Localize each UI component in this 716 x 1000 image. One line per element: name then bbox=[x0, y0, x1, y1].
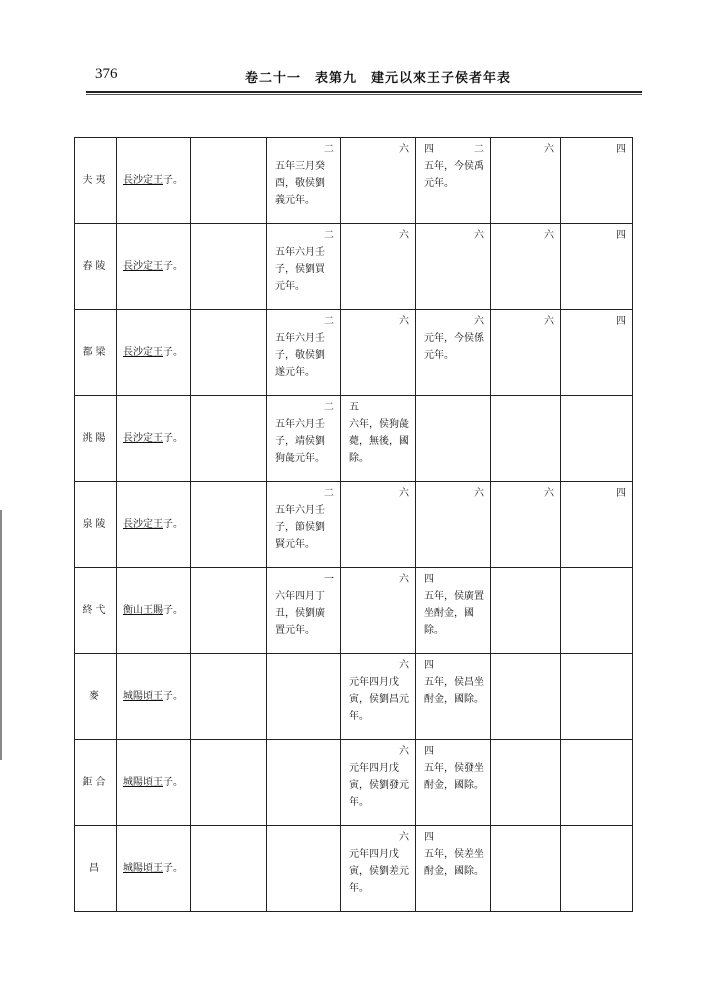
entry-cell bbox=[267, 568, 341, 654]
empty-cell bbox=[561, 568, 633, 654]
king-name: 長沙定王 bbox=[123, 261, 163, 272]
empty-cell bbox=[267, 654, 341, 740]
year-count: 六 bbox=[474, 316, 484, 327]
empty-cell bbox=[191, 224, 267, 310]
origin-cell bbox=[117, 224, 191, 310]
entry-cell bbox=[341, 740, 416, 826]
entry-cell bbox=[561, 224, 633, 310]
marquis-year-table bbox=[74, 137, 633, 912]
empty-cell bbox=[491, 568, 561, 654]
king-name: 城陽頃王 bbox=[123, 777, 163, 788]
year-count: 六 bbox=[399, 316, 409, 327]
entry-cell bbox=[416, 138, 491, 224]
year-count: 六 bbox=[474, 230, 484, 241]
origin-suffix: 子。 bbox=[163, 777, 183, 788]
year-count-pair bbox=[416, 143, 490, 157]
origin-cell bbox=[117, 138, 191, 224]
fief-name: 泉陵 bbox=[75, 482, 117, 568]
entry-cell bbox=[416, 482, 491, 568]
entry-cell bbox=[341, 310, 416, 396]
year-count: 五 bbox=[349, 402, 359, 413]
entry-cell bbox=[416, 826, 491, 912]
entry-cell bbox=[267, 310, 341, 396]
entry-cell bbox=[491, 224, 561, 310]
fief-name: 鉅合 bbox=[75, 740, 117, 826]
entry-cell bbox=[416, 654, 491, 740]
entry-cell bbox=[341, 568, 416, 654]
entry-cell bbox=[267, 482, 341, 568]
empty-cell bbox=[191, 568, 267, 654]
table-row bbox=[75, 740, 633, 826]
king-name: 長沙定王 bbox=[123, 519, 163, 530]
entry-text: 五年六月壬子，節侯劉賢元年。 bbox=[275, 505, 325, 550]
year-count: 二 bbox=[324, 144, 334, 155]
entry-cell bbox=[491, 482, 561, 568]
page-header bbox=[95, 66, 640, 90]
table-row bbox=[75, 396, 633, 482]
fief-name: 麥 bbox=[75, 654, 117, 740]
year-count: 四 bbox=[424, 574, 434, 585]
entry-text: 元年四月戊寅，侯劉昌元年。 bbox=[349, 677, 409, 722]
entry-text: 五年，侯差坐酎金，國除。 bbox=[424, 849, 484, 877]
fief-name: 夫夷 bbox=[75, 138, 117, 224]
origin-suffix: 子。 bbox=[163, 605, 183, 616]
empty-cell bbox=[561, 826, 633, 912]
year-count: 六 bbox=[399, 660, 409, 671]
year-count: 六 bbox=[399, 832, 409, 843]
entry-text: 五年六月壬子，敬侯劉遂元年。 bbox=[275, 333, 325, 378]
entry-text: 五年六月壬子，侯劉買元年。 bbox=[275, 247, 325, 292]
entry-cell bbox=[267, 396, 341, 482]
empty-cell bbox=[191, 826, 267, 912]
year-count: 二 bbox=[324, 402, 334, 413]
year-count: 四 bbox=[616, 488, 626, 499]
origin-suffix: 子。 bbox=[163, 347, 183, 358]
page-number: 376 bbox=[95, 66, 118, 82]
entry-cell bbox=[416, 740, 491, 826]
empty-cell bbox=[191, 310, 267, 396]
king-name: 長沙定王 bbox=[123, 175, 163, 186]
entry-cell bbox=[561, 138, 633, 224]
year-count: 四 bbox=[424, 832, 434, 843]
year-count: 六 bbox=[399, 144, 409, 155]
entry-text: 元年四月戊寅，侯劉發元年。 bbox=[349, 763, 409, 808]
entry-cell bbox=[267, 224, 341, 310]
entry-text: 五年，侯昌坐酎金，國除。 bbox=[424, 677, 484, 705]
table-row bbox=[75, 482, 633, 568]
empty-cell bbox=[416, 396, 491, 482]
fief-name: 都梁 bbox=[75, 310, 117, 396]
empty-cell bbox=[561, 740, 633, 826]
empty-cell bbox=[491, 654, 561, 740]
year-count: 六 bbox=[399, 488, 409, 499]
table-row bbox=[75, 310, 633, 396]
origin-cell bbox=[117, 396, 191, 482]
origin-suffix: 子。 bbox=[163, 863, 183, 874]
entry-text: 五年，侯發坐酎金，國除。 bbox=[424, 763, 484, 791]
origin-cell bbox=[117, 740, 191, 826]
prince-name: 賜 bbox=[153, 605, 163, 616]
entry-cell bbox=[341, 396, 416, 482]
entry-text: 五年，今侯禹元年。 bbox=[424, 161, 484, 189]
table-row bbox=[75, 826, 633, 912]
scan-edge-mark bbox=[0, 510, 2, 760]
entry-text: 五年，侯廣置坐酎金，國除。 bbox=[424, 591, 484, 636]
entry-cell bbox=[341, 482, 416, 568]
empty-cell bbox=[191, 740, 267, 826]
entry-text: 元年四月戊寅，侯劉差元年。 bbox=[349, 849, 409, 894]
entry-text: 六年四月丁丑，侯劉廣置元年。 bbox=[275, 591, 325, 636]
king-name: 城陽頃王 bbox=[123, 863, 163, 874]
origin-cell bbox=[117, 482, 191, 568]
entry-cell bbox=[561, 482, 633, 568]
header-rule-thin bbox=[86, 94, 642, 95]
empty-cell bbox=[491, 740, 561, 826]
entry-cell bbox=[561, 310, 633, 396]
empty-cell bbox=[491, 826, 561, 912]
entry-cell bbox=[341, 826, 416, 912]
king-name: 長沙定王 bbox=[123, 347, 163, 358]
entry-text: 六年，侯狗彘薨，無後，國除。 bbox=[349, 419, 409, 464]
king-name: 長沙定王 bbox=[123, 433, 163, 444]
entry-cell bbox=[267, 138, 341, 224]
origin-suffix: 子。 bbox=[163, 433, 183, 444]
year-count: 六 bbox=[399, 746, 409, 757]
year-count-right: 二 bbox=[474, 144, 484, 155]
year-count: 六 bbox=[474, 488, 484, 499]
year-count: 四 bbox=[424, 660, 434, 671]
year-count-left: 四 bbox=[424, 144, 434, 155]
empty-cell bbox=[561, 654, 633, 740]
empty-cell bbox=[191, 654, 267, 740]
year-count: 四 bbox=[616, 230, 626, 241]
fief-name: 昌 bbox=[75, 826, 117, 912]
year-count: 二 bbox=[324, 488, 334, 499]
table-row bbox=[75, 568, 633, 654]
empty-cell bbox=[191, 396, 267, 482]
year-count: 六 bbox=[544, 230, 554, 241]
empty-cell bbox=[561, 396, 633, 482]
year-count: 六 bbox=[544, 488, 554, 499]
year-count: 四 bbox=[616, 144, 626, 155]
origin-cell bbox=[117, 654, 191, 740]
year-count: 二 bbox=[324, 316, 334, 327]
origin-cell bbox=[117, 310, 191, 396]
entry-cell bbox=[341, 138, 416, 224]
origin-cell bbox=[117, 826, 191, 912]
origin-suffix: 子。 bbox=[163, 691, 183, 702]
entry-cell bbox=[416, 224, 491, 310]
header-rule bbox=[86, 91, 642, 93]
origin-suffix: 子。 bbox=[163, 261, 183, 272]
empty-cell bbox=[491, 396, 561, 482]
year-count: 六 bbox=[544, 144, 554, 155]
year-count: 六 bbox=[544, 316, 554, 327]
year-count: 六 bbox=[399, 574, 409, 585]
entry-text: 元年，今侯係元年。 bbox=[424, 333, 484, 361]
year-count: 六 bbox=[399, 230, 409, 241]
year-count: 四 bbox=[616, 316, 626, 327]
origin-cell bbox=[117, 568, 191, 654]
year-count: 四 bbox=[424, 746, 434, 757]
table-row bbox=[75, 138, 633, 224]
running-title: 卷二十一 表第九 建元以來王子侯者年表 bbox=[245, 71, 512, 86]
empty-cell bbox=[267, 826, 341, 912]
entry-text: 五年六月壬子，靖侯劉狗彘元年。 bbox=[275, 419, 325, 464]
year-count: 一 bbox=[324, 574, 334, 585]
empty-cell bbox=[267, 740, 341, 826]
fief-name: 終弋 bbox=[75, 568, 117, 654]
king-name: 城陽頃王 bbox=[123, 691, 163, 702]
empty-cell bbox=[191, 138, 267, 224]
entry-cell bbox=[491, 310, 561, 396]
king-name: 衡山王 bbox=[123, 605, 153, 616]
entry-cell bbox=[416, 568, 491, 654]
table-row bbox=[75, 654, 633, 740]
table-row bbox=[75, 224, 633, 310]
entry-cell bbox=[341, 654, 416, 740]
origin-suffix: 子。 bbox=[163, 519, 183, 530]
fief-name: 舂陵 bbox=[75, 224, 117, 310]
origin-suffix: 子。 bbox=[163, 175, 183, 186]
entry-text: 五年三月癸酉，敬侯劉義元年。 bbox=[275, 161, 325, 206]
entry-cell bbox=[416, 310, 491, 396]
entry-cell bbox=[341, 224, 416, 310]
fief-name: 洮陽 bbox=[75, 396, 117, 482]
year-count: 二 bbox=[324, 230, 334, 241]
empty-cell bbox=[191, 482, 267, 568]
entry-cell bbox=[491, 138, 561, 224]
